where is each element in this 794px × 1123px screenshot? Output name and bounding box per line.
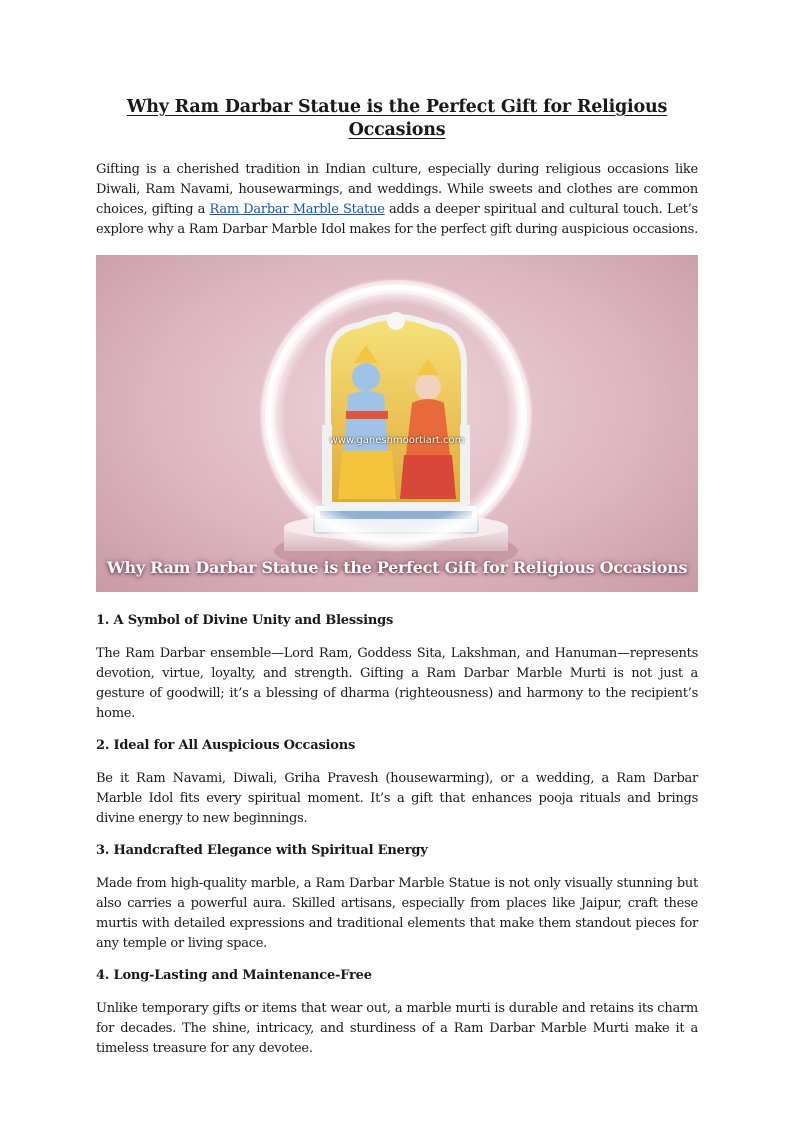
section-body-4: Unlike temporary gifts or items that wear out, a marble murti is durable and retains its charm for decades. The shine, intricacy, and sturdiness of a Ram Darbar Marble Murti make it a timeless treasure for any devotee. bbox=[96, 1000, 698, 1056]
section-heading-2: 2. Ideal for All Auspicious Occasions bbox=[96, 737, 356, 753]
section-body-2: Be it Ram Navami, Diwali, Griha Pravesh (housewarming), or a wedding, a Ram Darbar Marble Idol fits every spiritual moment. It’s a gift that enhances pooja rituals and brings divine energy to new beginnings. bbox=[96, 770, 698, 826]
section-heading-3: 3. Handcrafted Elegance with Spiritual Energy bbox=[96, 842, 428, 858]
intro-text-end: adds a deeper spiritual and cultural touch. Let’s explore why a Ram Darbar Marble Idol makes for the perfect gift during auspicious occasions. bbox=[96, 201, 698, 237]
intro-text-start: Gifting is a cherished tradition in Indian culture, especially during religious occasions like Diwali, Ram Navami, housewarmings, and weddings. While sweets and clothes are common choices, gifting a bbox=[96, 161, 698, 217]
section-body-3: Made from high-quality marble, a Ram Darbar Marble Statue is not only visually stunning but also carries a powerful aura. Skilled artisans, especially from places like Jaipur, craft these murtis with detailed expressions and traditional elements that make them standout pieces for any temple or living space. bbox=[96, 875, 698, 951]
hero-caption: Why Ram Darbar Statue is the Perfect Gift for Religious Occasions bbox=[106, 557, 688, 577]
ram-sita-statue-illustration bbox=[96, 255, 698, 592]
ram-darbar-statue-link[interactable]: Ram Darbar Marble Statue bbox=[209, 201, 385, 217]
image-watermark: www.ganeshmoortiart.com bbox=[329, 434, 465, 446]
page-title: Why Ram Darbar Statue is the Perfect Gift for Religious Occasions bbox=[126, 97, 668, 140]
ring-glow bbox=[258, 277, 534, 553]
section-body-1: The Ram Darbar ensemble—Lord Ram, Goddess Sita, Lakshman, and Hanuman—represents devotion, virtue, loyalty, and strength. Gifting a Ram Darbar Marble Murti is not just a gesture of goodwill; it’s a blessing of dharma (righteousness) and harmony to the recipient’s home. bbox=[96, 645, 698, 721]
intro-paragraph bbox=[96, 160, 698, 240]
document-page bbox=[96, 96, 698, 1059]
section-heading-4: 4. Long-Lasting and Maintenance-Free bbox=[96, 967, 372, 983]
section-heading-1: 1. A Symbol of Divine Unity and Blessings bbox=[96, 612, 394, 628]
hero-image bbox=[96, 255, 698, 592]
